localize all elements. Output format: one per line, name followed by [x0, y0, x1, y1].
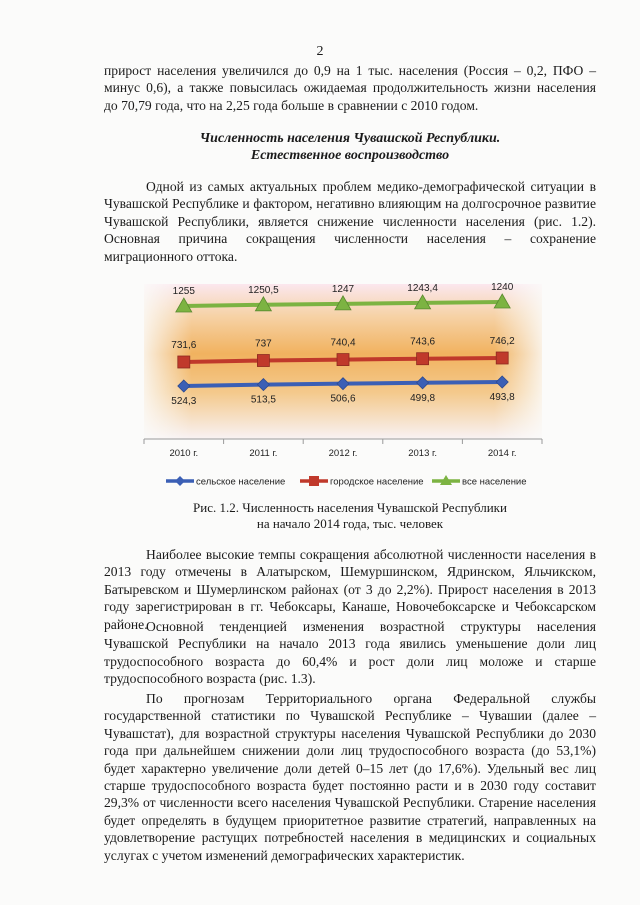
legend-marker — [309, 476, 319, 486]
legend-label: сельское население — [196, 476, 286, 488]
data-label: 1250,5 — [248, 284, 279, 296]
intro-paragraph — [104, 62, 596, 114]
population-chart — [104, 274, 560, 492]
point-marker — [257, 355, 269, 367]
data-label: 499,8 — [410, 392, 436, 404]
data-label: 743,6 — [410, 336, 436, 348]
legend-label: городское население — [330, 476, 424, 488]
data-label: 746,2 — [489, 336, 515, 347]
point-marker — [337, 354, 349, 366]
data-label: 1247 — [331, 283, 355, 295]
section-heading — [104, 130, 596, 164]
paragraph-population-decline: Одной из самых актуальных проблем медико-демографической ситуации в Чувашской Республике и фактором, негативно влияющим на долгосрочное развитие Чувашской Республики, является снижение численности населения (рис. 1.2). Основная причина сокращения численности населения – сохранение миграционного оттока. — [104, 179, 596, 264]
data-label: 1255 — [172, 286, 195, 297]
point-marker — [417, 353, 429, 365]
figure-caption — [104, 500, 596, 532]
data-label: 513,5 — [250, 394, 276, 406]
legend-label: все население — [462, 476, 527, 488]
category-label: 2013 г. — [408, 448, 437, 459]
data-label: 1243,4 — [407, 282, 438, 294]
category-label: 2010 г. — [169, 448, 199, 459]
data-label: 740,4 — [330, 337, 356, 349]
page-number: 2 — [316, 44, 324, 59]
legend-item-1 — [166, 476, 285, 488]
legend-marker — [175, 476, 185, 486]
intro-line-1: прирост населения увеличился до 0,9 на 1 тыс. населения (Россия – 0,2, ПФО – — [104, 63, 596, 78]
data-label: 524,3 — [171, 396, 197, 407]
category-label: 2012 г. — [328, 448, 358, 459]
section-title-line-1: Численность населения Чувашской Республики. — [199, 131, 501, 146]
paragraph-district-decline: Наиболее высокие темпы сокращения абсолютной численности населения в 2013 году отмечены в Алатырском, Шемуршинском, Ядринском, Яльчикском, Батыревском и Шумерлинском районах (от 3 до 2,2%). Прирост населения в 2013 году зарегистрирован в гг. Чебоксары, Канаше, Новочебоксарске и Чебоксарском районе. — [104, 547, 596, 632]
category-label: 2011 г. — [249, 448, 278, 459]
paragraph-forecast: По прогнозам Территориального органа Федеральной службы государственной статистики по Чувашской Республике – Чувашии (далее – Чувашстат), для возрастной структуры населения Чувашской Республики до 2030 года при дальнейшем снижении доли лиц трудоспособного возраста (до 53,1%) будет характерно увеличение доли детей 0–15 лет (до 17,6%). Удельный вес лиц старше трудоспособного возраста будет постоянно расти и в 2030 году составит 29,3% от численности всего населения Чувашской Республики. Старение населения будет определять в будущем приоритетное развитие стратегий, направленных на удовлетворение растущих потребностей населения в медицинских и социальных услугах с учетом изменений демографических характеристик. — [104, 691, 596, 863]
point-marker — [496, 352, 508, 364]
data-label: 1240 — [491, 282, 514, 293]
caption-line-2: на начало 2014 года, тыс. человек — [256, 516, 444, 531]
legend-item-3 — [432, 475, 527, 488]
category-label: 2014 г. — [487, 448, 517, 459]
data-label: 506,6 — [330, 393, 356, 405]
data-label: 737 — [255, 338, 272, 350]
intro-line-3: до 70,79 года, что на 2,25 года больше в сравнении с 2010 годом. — [104, 97, 479, 113]
intro-line-2: минус 0,6), а также повысилась ожидаемая продолжительность жизни населения — [104, 80, 596, 96]
paragraph-age-structure: Основной тенденцией изменения возрастной структуры населения Чувашской Республики на начало 2013 года явились уменьшение доли лиц трудоспособного возраста до 60,4% и рост доли лиц моложе и старше трудоспособного возраста (рис. 1.3). — [104, 619, 596, 687]
point-marker — [178, 356, 190, 368]
section-title-line-2: Естественное воспроизводство — [250, 148, 450, 163]
data-label: 731,6 — [171, 340, 197, 351]
legend-item-2 — [300, 476, 424, 488]
data-label: 493,8 — [489, 392, 515, 403]
caption-line-1: Рис. 1.2. Численность населения Чувашской Республики — [193, 500, 507, 515]
